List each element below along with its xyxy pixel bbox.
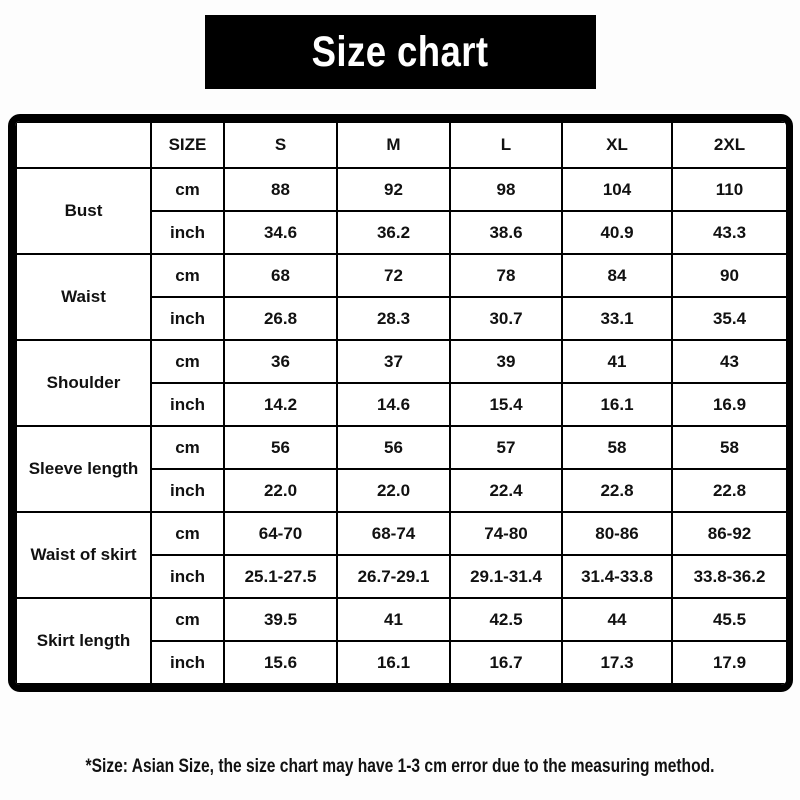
value-cell: 22.0 (224, 469, 337, 512)
value-cell: 56 (337, 426, 450, 469)
value-cell: 39 (450, 340, 562, 383)
unit-cell: cm (151, 340, 224, 383)
value-cell: 42.5 (450, 598, 562, 641)
value-cell: 17.3 (562, 641, 672, 684)
unit-cell: inch (151, 469, 224, 512)
value-cell: 36 (224, 340, 337, 383)
value-cell: 14.6 (337, 383, 450, 426)
value-cell: 38.6 (450, 211, 562, 254)
value-cell: 35.4 (672, 297, 787, 340)
value-cell: 57 (450, 426, 562, 469)
value-cell: 88 (224, 168, 337, 211)
value-cell: 15.6 (224, 641, 337, 684)
value-cell: 16.1 (562, 383, 672, 426)
value-cell: 31.4-33.8 (562, 555, 672, 598)
value-cell: 30.7 (450, 297, 562, 340)
value-cell: 41 (562, 340, 672, 383)
value-cell: 110 (672, 168, 787, 211)
unit-cell: inch (151, 383, 224, 426)
value-cell: 68 (224, 254, 337, 297)
row-label-bust: Bust (16, 168, 151, 254)
value-cell: 15.4 (450, 383, 562, 426)
value-cell: 28.3 (337, 297, 450, 340)
unit-cell: inch (151, 555, 224, 598)
value-cell: 22.0 (337, 469, 450, 512)
size-col-l: L (450, 122, 562, 168)
table-row (16, 340, 787, 383)
value-cell: 68-74 (337, 512, 450, 555)
value-cell: 29.1-31.4 (450, 555, 562, 598)
value-cell: 17.9 (672, 641, 787, 684)
table-row (16, 254, 787, 297)
value-cell: 26.7-29.1 (337, 555, 450, 598)
corner-cell (16, 122, 151, 168)
size-col-xl: XL (562, 122, 672, 168)
value-cell: 43.3 (672, 211, 787, 254)
row-label-waist-of-skirt: Waist of skirt (16, 512, 151, 598)
value-cell: 22.8 (562, 469, 672, 512)
value-cell: 90 (672, 254, 787, 297)
value-cell: 56 (224, 426, 337, 469)
size-chart-banner (205, 15, 596, 89)
value-cell: 78 (450, 254, 562, 297)
value-cell: 40.9 (562, 211, 672, 254)
row-label-sleeve-length: Sleeve length (16, 426, 151, 512)
value-cell: 26.8 (224, 297, 337, 340)
value-cell: 58 (672, 426, 787, 469)
value-cell: 14.2 (224, 383, 337, 426)
value-cell: 84 (562, 254, 672, 297)
footnote: *Size: Asian Size, the size chart may have 1-3 cm error due to the measuring method. (85, 756, 715, 777)
value-cell: 39.5 (224, 598, 337, 641)
value-cell: 41 (337, 598, 450, 641)
value-cell: 64-70 (224, 512, 337, 555)
table-row (16, 512, 787, 555)
unit-cell: inch (151, 211, 224, 254)
unit-cell: cm (151, 254, 224, 297)
unit-cell: inch (151, 297, 224, 340)
unit-cell: cm (151, 598, 224, 641)
unit-cell: cm (151, 426, 224, 469)
value-cell: 86-92 (672, 512, 787, 555)
banner-title: Size chart (312, 27, 489, 76)
value-cell: 104 (562, 168, 672, 211)
size-header-cell: SIZE (151, 122, 224, 168)
value-cell: 22.4 (450, 469, 562, 512)
value-cell: 16.7 (450, 641, 562, 684)
value-cell: 92 (337, 168, 450, 211)
unit-cell: inch (151, 641, 224, 684)
row-label-skirt-length: Skirt length (16, 598, 151, 684)
value-cell: 74-80 (450, 512, 562, 555)
table-row (16, 168, 787, 211)
row-label-shoulder: Shoulder (16, 340, 151, 426)
size-col-2xl: 2XL (672, 122, 787, 168)
value-cell: 43 (672, 340, 787, 383)
value-cell: 44 (562, 598, 672, 641)
size-chart-table (8, 114, 793, 692)
unit-cell: cm (151, 168, 224, 211)
value-cell: 34.6 (224, 211, 337, 254)
table-row (16, 426, 787, 469)
value-cell: 16.9 (672, 383, 787, 426)
value-cell: 33.1 (562, 297, 672, 340)
size-col-m: M (337, 122, 450, 168)
value-cell: 36.2 (337, 211, 450, 254)
value-cell: 98 (450, 168, 562, 211)
value-cell: 45.5 (672, 598, 787, 641)
value-cell: 16.1 (337, 641, 450, 684)
value-cell: 22.8 (672, 469, 787, 512)
value-cell: 80-86 (562, 512, 672, 555)
unit-cell: cm (151, 512, 224, 555)
value-cell: 37 (337, 340, 450, 383)
row-label-waist: Waist (16, 254, 151, 340)
value-cell: 33.8-36.2 (672, 555, 787, 598)
table-header-row (16, 122, 787, 168)
size-col-s: S (224, 122, 337, 168)
value-cell: 72 (337, 254, 450, 297)
value-cell: 25.1-27.5 (224, 555, 337, 598)
size-table (15, 121, 788, 685)
value-cell: 58 (562, 426, 672, 469)
table-row (16, 598, 787, 641)
